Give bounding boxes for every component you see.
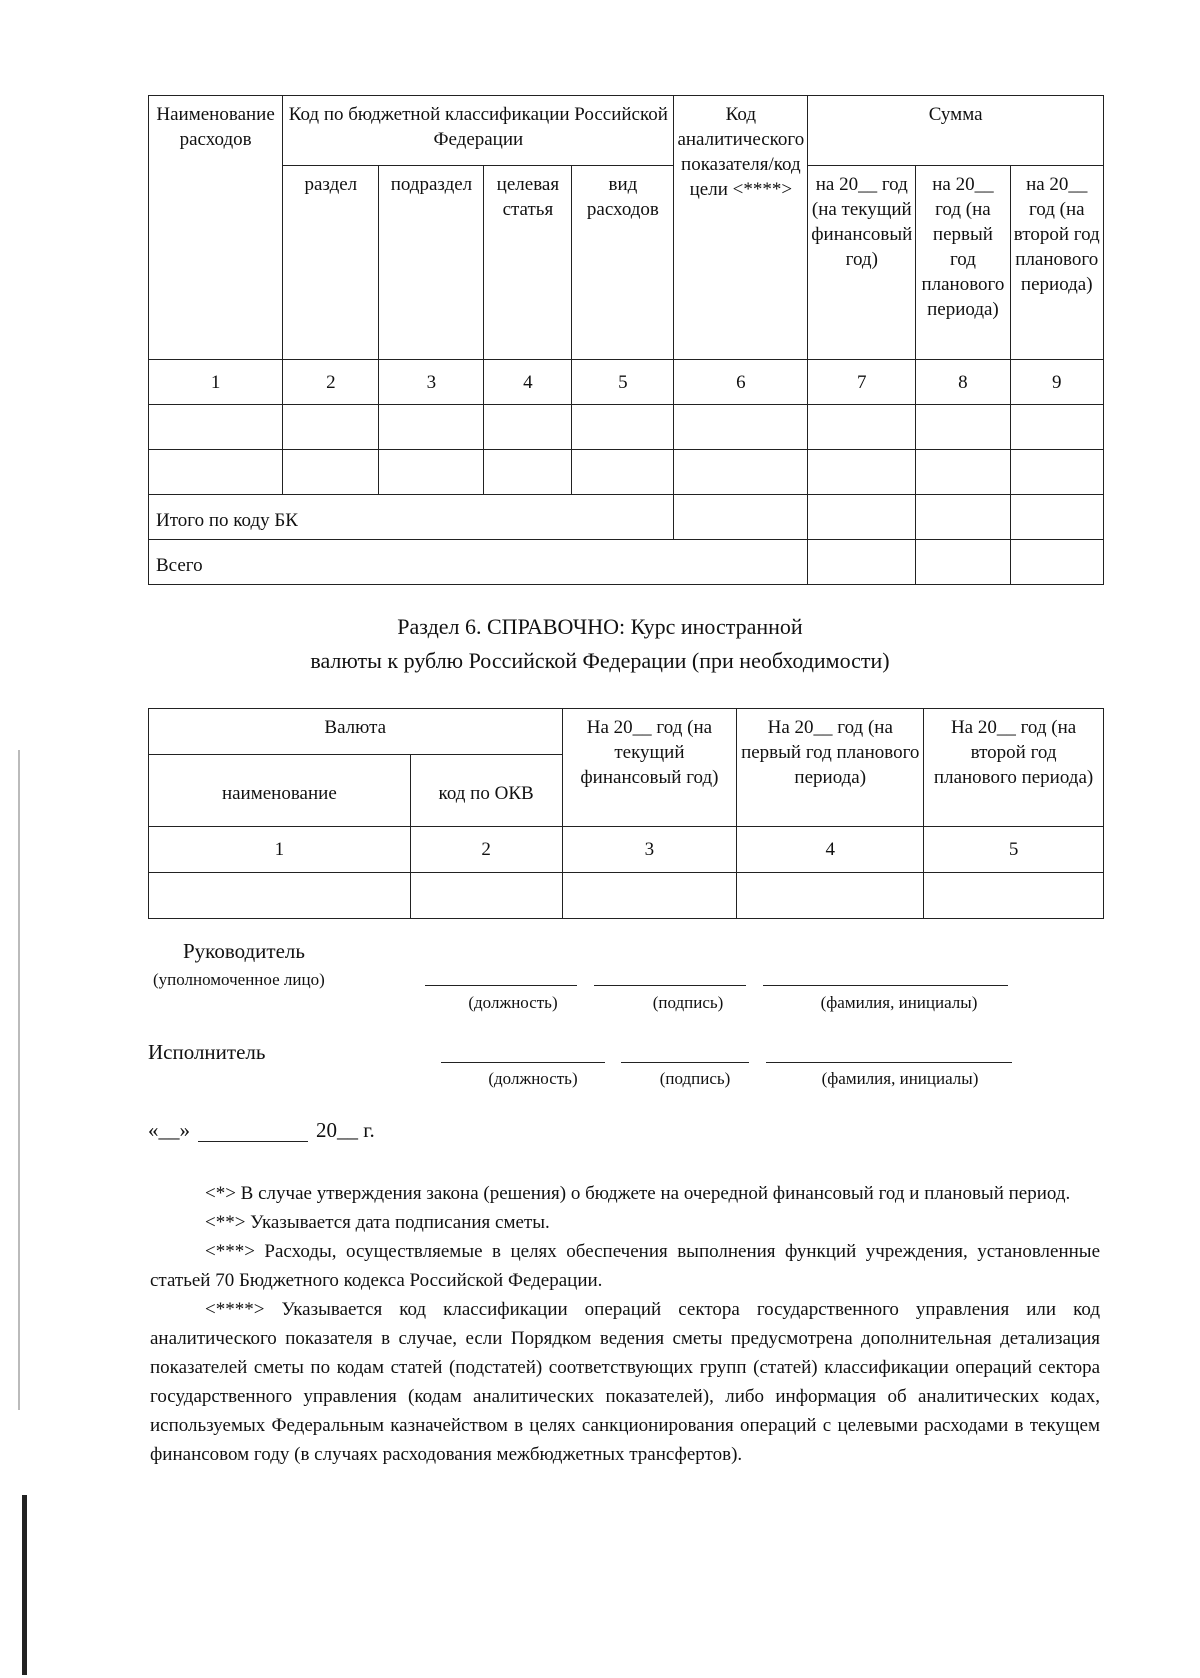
col-number: 9 (1010, 360, 1104, 405)
table-row (149, 873, 1104, 919)
currency-table (148, 708, 1104, 919)
col-subsection-header: подраздел (379, 166, 484, 360)
currency-header: Валюта (149, 709, 563, 755)
col-section-header: раздел (283, 166, 379, 360)
head-note: (уполномоченное лицо) (153, 970, 325, 989)
section6-title-line2: валюты к рублю Российской Федерации (при необходимости) (310, 648, 890, 673)
fio-caption: (фамилия, инициалы) (820, 993, 978, 1012)
col-number: 3 (379, 360, 484, 405)
date-year: 20__ г. (316, 1118, 375, 1142)
empty-cell[interactable] (674, 405, 808, 450)
col-analytic-header: Код аналитического показателя/код цели <****> (674, 96, 808, 360)
currency-name-header: наименование (149, 755, 411, 827)
col-y3-header: На 20__ год (на второй год планового периода) (924, 709, 1104, 827)
empty-cell[interactable] (572, 405, 674, 450)
empty-cell[interactable] (1010, 540, 1104, 585)
executor-label: Исполнитель (148, 1040, 266, 1064)
footnote-1: <*> В случае утверждения закона (решения) о бюджете на очередной финансовый год и плановый период. (205, 1183, 1071, 1204)
position-caption: (должность) (468, 993, 558, 1012)
empty-cell[interactable] (562, 873, 737, 919)
date-month-line[interactable] (198, 1141, 308, 1142)
total-bk-row (149, 495, 1104, 540)
empty-cell[interactable] (808, 495, 916, 540)
col-y2-header: На 20__ год (на первый год планового периода) (737, 709, 924, 827)
executor-signature-line[interactable] (621, 1062, 749, 1063)
currency-okv-header: код по ОКВ (410, 755, 562, 827)
total-bk-label: Итого по коду БК (149, 495, 674, 540)
empty-cell[interactable] (808, 540, 916, 585)
col-type-header: вид расходов (572, 166, 674, 360)
scan-edge-mark (22, 1495, 27, 1675)
section6-title-line1: Раздел 6. СПРАВОЧНО: Курс иностранной (397, 614, 803, 639)
empty-cell[interactable] (1010, 450, 1104, 495)
col-number: 2 (283, 360, 379, 405)
empty-cell[interactable] (149, 873, 411, 919)
col-y1-header: На 20__ год (на текущий финансовый год) (562, 709, 737, 827)
empty-cell[interactable] (283, 405, 379, 450)
empty-cell[interactable] (1010, 405, 1104, 450)
executor-fio-line[interactable] (766, 1062, 1012, 1063)
col-target-header: целевая статья (484, 166, 572, 360)
position-caption: (должность) (488, 1069, 578, 1088)
head-fio-line[interactable] (763, 985, 1008, 986)
empty-cell[interactable] (149, 405, 283, 450)
col-number: 4 (484, 360, 572, 405)
empty-cell[interactable] (572, 450, 674, 495)
empty-cell[interactable] (674, 495, 808, 540)
col-number: 1 (149, 827, 411, 873)
col-number: 3 (562, 827, 737, 873)
signature-caption: (подпись) (652, 993, 724, 1012)
col-number: 4 (737, 827, 924, 873)
col-number: 8 (916, 360, 1010, 405)
empty-cell[interactable] (916, 540, 1010, 585)
signature-caption: (подпись) (659, 1069, 731, 1088)
head-label: Руководитель (183, 939, 305, 963)
table-row (149, 405, 1104, 450)
footnote-4: <****> Указывается код классификации операций сектора государственного управления или код аналитического показателя в случае, если Порядком ведения сметы предусмотрена дополнительная детализация показателей сметы по кодам статей (подстатей) соответствующих групп (статей) классификации операций сектора государственного управления (кодам аналитических показателей), либо информация об аналитических кодах, используемых Федеральным казначейством в целях санкционирования операций с целевыми расходами в текущем финансовом году (в случаях расходования межбюджетных трансфертов). (150, 1299, 1100, 1465)
footnotes (150, 1179, 1100, 1469)
empty-cell[interactable] (379, 450, 484, 495)
footnote-2: <**> Указывается дата подписания сметы. (205, 1212, 550, 1233)
empty-cell[interactable] (283, 450, 379, 495)
date-open: «__» (148, 1118, 190, 1142)
empty-cell[interactable] (484, 405, 572, 450)
total-row (149, 540, 1104, 585)
empty-cell[interactable] (1010, 495, 1104, 540)
fio-caption: (фамилия, инициалы) (821, 1069, 979, 1088)
col-bk-header: Код по бюджетной классификации Российской Федерации (283, 96, 674, 166)
col-sum-header: Сумма (808, 96, 1104, 166)
empty-cell[interactable] (916, 405, 1010, 450)
table-row (149, 450, 1104, 495)
head-position-line[interactable] (425, 985, 577, 986)
col-number: 5 (924, 827, 1104, 873)
empty-cell[interactable] (916, 495, 1010, 540)
col-number: 1 (149, 360, 283, 405)
empty-cell[interactable] (737, 873, 924, 919)
empty-cell[interactable] (484, 450, 572, 495)
empty-cell[interactable] (149, 450, 283, 495)
footnote-3: <***> Расходы, осуществляемые в целях обеспечения выполнения функций учреждения, установленные статьей 70 Бюджетного кодекса Российской Федерации. (150, 1241, 1100, 1291)
col-y1-header: на 20__ год (на текущий финансовый год) (808, 166, 916, 360)
scan-edge-line (18, 750, 20, 1410)
col-number: 5 (572, 360, 674, 405)
col-name-header: Наименование расходов (149, 96, 283, 360)
empty-cell[interactable] (916, 450, 1010, 495)
executor-position-line[interactable] (441, 1062, 605, 1063)
expenses-table (148, 95, 1104, 585)
col-number: 7 (808, 360, 916, 405)
empty-cell[interactable] (808, 405, 916, 450)
empty-cell[interactable] (674, 450, 808, 495)
empty-cell[interactable] (924, 873, 1104, 919)
empty-cell[interactable] (808, 450, 916, 495)
col-number: 2 (410, 827, 562, 873)
total-label: Всего (149, 540, 808, 585)
empty-cell[interactable] (410, 873, 562, 919)
head-signature-line[interactable] (594, 985, 746, 986)
empty-cell[interactable] (379, 405, 484, 450)
col-number: 6 (674, 360, 808, 405)
col-y3-header: на 20__ год (на второй год планового периода) (1010, 166, 1104, 360)
col-y2-header: на 20__ год (на первый год планового периода) (916, 166, 1010, 360)
